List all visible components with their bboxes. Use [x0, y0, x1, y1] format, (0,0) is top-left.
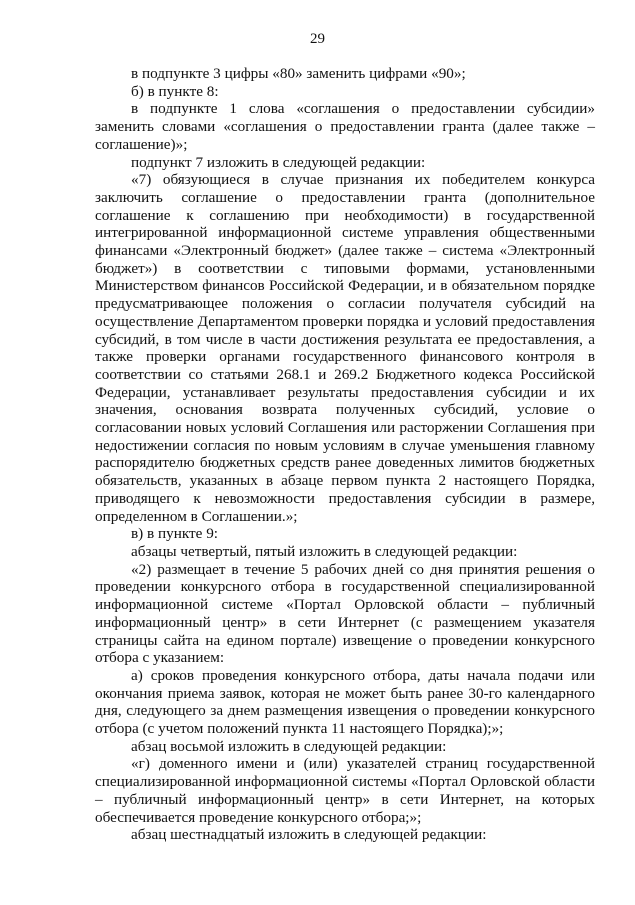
paragraph: в подпункте 1 слова «соглашения о предоставлении субсидии» заменить словами «соглашения о предоставлении гранта (далее также – соглашение)»; [95, 100, 595, 153]
paragraph: б) в пункте 8: [131, 82, 219, 100]
paragraph: «7) обязующиеся в случае признания их победителем конкурса заключить соглашение о предоставлении гранта (дополнительное соглашение к соглашению при необходимости) в государственной интегрированной информационной системе управления общественными финансами «Электронный бюджет» (далее также – система «Электронный бюджет») в соответствии с типовыми формами, установленными Министерством финансов Российской Федерации, и в обязательном порядке предусматривающее положения о согласии получателя субсидий на осуществление Департаментом проверки порядка и условий предоставления субсидий, в том числе в части достижения результата ее предоставления, а также проверки органами государственного финансового контроля в соответствии со статьями 268.1 и 269.2 Бюджетного кодекса Российской Федерации, устанавливает результаты предоставления субсидии и их значения, основания возврата полученных субсидий, условие о согласовании новых условий Соглашения или расторжении Соглашения при недостижении согласия по новым условиям в случае уменьшения главному распорядителю бюджетных средств ранее доведенных лимитов бюджетных обязательств, указанных в абзаце первом пункта 2 настоящего Порядка, приводящего к невозможности предоставления субсидии в размере, определенном в Соглашении.»; [95, 171, 595, 525]
paragraph: «г) доменного имени и (или) указателей страниц государственной специализированной информационной системы «Портал Орловской области – публичный информационный центр» в сети Интернет, на которых обеспечивается проведение конкурсного отбора;»; [95, 755, 595, 826]
paragraph: в подпункте 3 цифры «80» заменить цифрами «90»; [131, 65, 466, 82]
paragraph: в) в пункте 9: [131, 525, 219, 543]
document-body [95, 65, 595, 844]
paragraph: абзац шестнадцатый изложить в следующей редакции: [131, 826, 487, 844]
paragraph: подпункт 7 изложить в следующей редакции: [131, 153, 426, 171]
paragraph: абзацы четвертый, пятый изложить в следующей редакции: [131, 542, 518, 560]
page-number: 29 [310, 31, 325, 47]
paragraph: «2) размещает в течение 5 рабочих дней со дня принятия решения о проведении конкурсного отбора в государственной специализированной информационной системе «Портал Орловской области – публичный информационный центр» в сети Интернет (с размещением указателя страницы сайта на едином портале) извещение о проведении конкурсного отбора с указанием: [95, 560, 595, 667]
paragraph: абзац восьмой изложить в следующей редакции: [131, 737, 447, 755]
paragraph: а) сроков проведения конкурсного отбора, даты начала подачи или окончания приема заявок, которая не может быть ранее 30-го календарного дня, следующего за днем размещения извещения о проведении конкурсного отбора (с учетом положений пункта 11 настоящего Порядка);»; [95, 666, 595, 738]
